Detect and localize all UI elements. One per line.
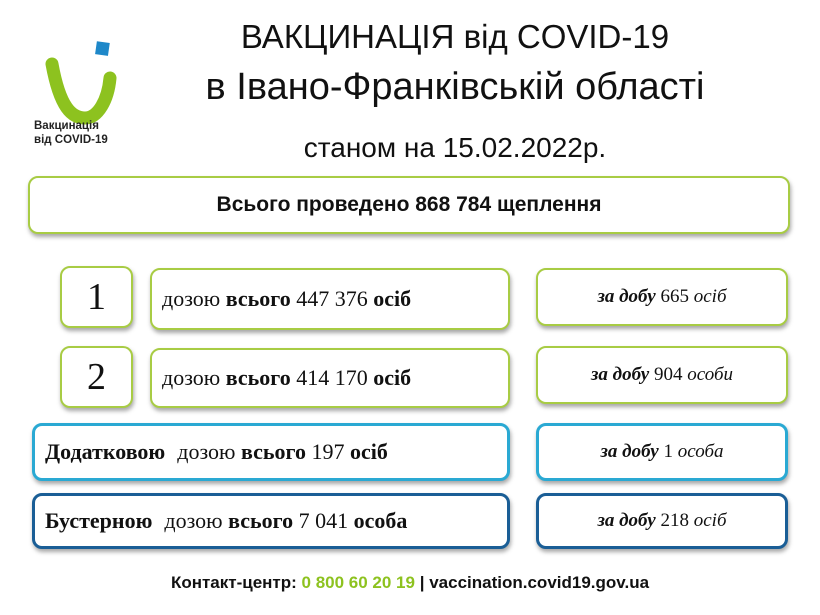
- dose-1-day-value: 665: [660, 286, 689, 307]
- date-line: станом на 15.02.2022р.: [303, 132, 607, 163]
- dose-1-value: 447 376: [296, 286, 368, 311]
- dose-2-day-label: за добу: [590, 364, 650, 385]
- dose-1-unit: осіб: [373, 286, 412, 311]
- additional-dose-day-label: за добу: [600, 441, 659, 462]
- booster-dose-total-word: всього: [228, 508, 294, 533]
- dose-1-number-box: [60, 266, 133, 328]
- contact-phone-link[interactable]: 0 800 60 20 19: [301, 573, 415, 592]
- additional-dose-total-word: всього: [240, 439, 306, 464]
- logo-caption: [34, 119, 138, 147]
- dose-2-day-unit: особи: [687, 364, 734, 385]
- booster-dose-day-label: за добу: [597, 510, 656, 531]
- additional-dose-name: Додатковою: [45, 439, 166, 464]
- website-link[interactable]: vaccination.covid19.gov.ua: [429, 573, 650, 592]
- dose-2-total-word: всього: [225, 365, 291, 390]
- booster-dose-day-value: 218: [660, 510, 689, 531]
- dose-1-day-label: за добу: [597, 286, 656, 307]
- booster-dose-box: [32, 493, 510, 549]
- additional-dose-box: [32, 423, 510, 481]
- additional-dose-day-value: 1: [663, 441, 673, 462]
- booster-dose-day-unit: осіб: [693, 510, 727, 531]
- total-vaccinations-text: Всього проведено 868 784 щеплення: [216, 193, 602, 216]
- dose-2-daily-box: [536, 346, 788, 404]
- dose-1-day-unit: осіб: [693, 286, 727, 307]
- contact-footer: [0, 573, 820, 593]
- dose-1-number: 1: [87, 276, 106, 318]
- booster-dose-word: дозою: [164, 508, 223, 533]
- dose-1-total-box: [150, 268, 510, 330]
- dose-2-value: 414 170: [296, 365, 368, 390]
- footer-separator: |: [419, 573, 425, 592]
- dose-2-number-box: [60, 346, 133, 408]
- booster-dose-daily-box: [536, 493, 788, 549]
- additional-dose-word: дозою: [177, 439, 236, 464]
- title-line-1: ВАКЦИНАЦІЯ від COVID-19: [240, 18, 670, 55]
- booster-dose-name: Бустерною: [45, 508, 153, 533]
- logo-line1: Вакцинація: [34, 120, 99, 132]
- booster-dose-unit: особа: [353, 508, 408, 533]
- title-line-2: в Івано-Франківській області: [205, 66, 705, 108]
- dose-2-total-box: [150, 348, 510, 408]
- dose-1-daily-box: [536, 268, 788, 326]
- dose-2-unit: осіб: [373, 365, 412, 390]
- logo-line2: від COVID-19: [34, 134, 108, 146]
- dose-1-word: дозою: [162, 286, 221, 311]
- booster-dose-value: 7 041: [298, 508, 349, 533]
- dose-2-number: 2: [87, 356, 106, 398]
- dose-2-word: дозою: [162, 365, 221, 390]
- dose-2-day-value: 904: [654, 364, 683, 385]
- additional-dose-daily-box: [536, 423, 788, 481]
- additional-dose-value: 197: [311, 439, 345, 464]
- additional-dose-unit: осіб: [349, 439, 388, 464]
- additional-dose-day-unit: особа: [677, 441, 724, 462]
- total-vaccinations-box: [28, 176, 790, 234]
- contact-center-label: Контакт-центр:: [170, 573, 297, 592]
- dose-1-total-word: всього: [225, 286, 291, 311]
